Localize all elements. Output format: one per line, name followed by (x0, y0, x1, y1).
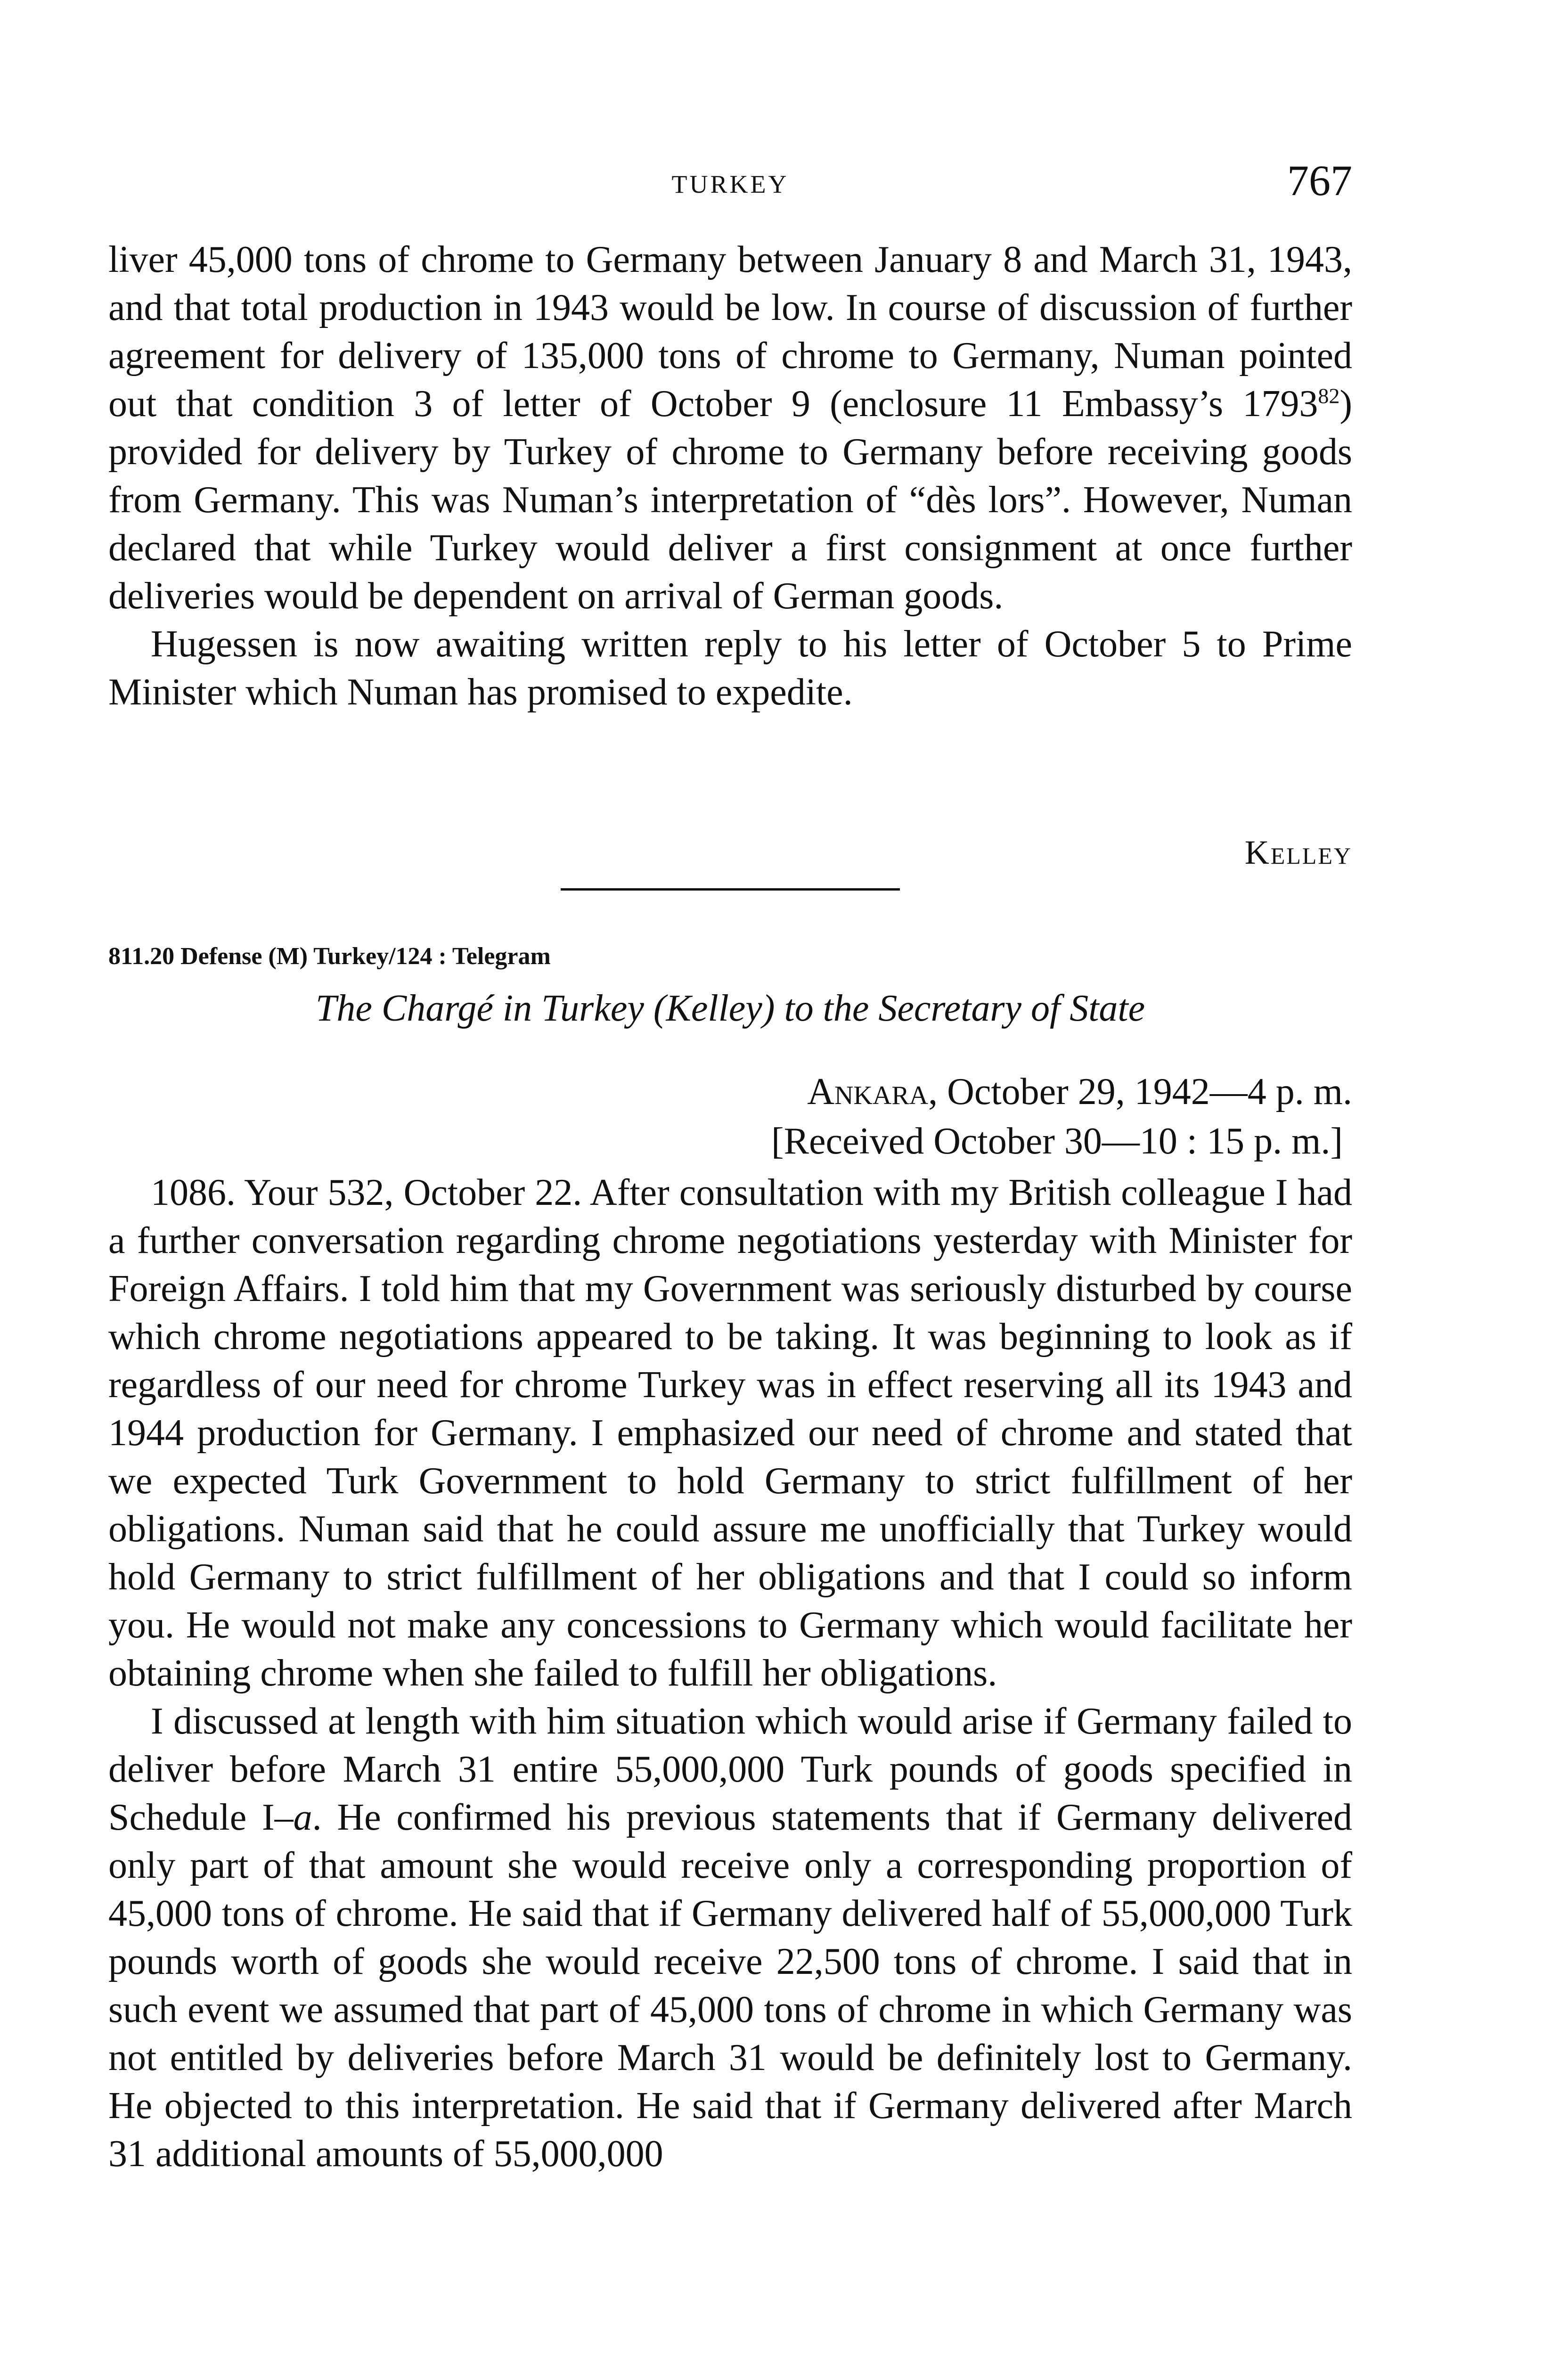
dateline (771, 1067, 1352, 1166)
file-reference: 811.20 Defense (M) Turkey/124 : Telegram (108, 943, 551, 970)
continuation-text (108, 236, 1352, 716)
document-title: The Chargé in Turkey (Kelley) to the Secretary of State (315, 988, 1145, 1029)
dateline-received: [Received October 30—10 : 15 p. m.] (771, 1121, 1343, 1162)
telegram-paragraph: 1086. Your 532, October 22. After consultation with my British colleague I had a further conversation regarding chrome negotiations yesterday with Minister for Foreign Affairs. I told him that my Government was seriously disturbed by course which chrome negotiations appeared to be taking. It was beginning to look as if regardless of our need for chrome Turkey was in effect reserving all its 1943 and 1944 production for Germany. I emphasized our need of chrome and stated that we expected Turk Government to hold Germany to strict fulfillment of her obligations. Numan said that he could assure me unofficially that Turkey would hold Germany to strict fulfillment of her obligations and that I could so inform you. He would not make any concessions to Germany which would facilitate her obtaining chrome when she failed to fulfill her obligations. (108, 1172, 1352, 1694)
dateline-sent (781, 1067, 1352, 1117)
dateline-time: October 29, 1942—4 p. m. (938, 1071, 1352, 1113)
paragraph-text: I discussed at length with him situation which would arise if Germany failed to deliver before March 31 entire 55,000,000 Turk pounds of goods specified in Schedule I– (108, 1701, 1352, 1838)
dateline-place: Ankara, (807, 1071, 938, 1113)
running-title: TURKEY (671, 170, 789, 198)
footnote-reference: 82 (1318, 384, 1340, 408)
running-head (108, 155, 1352, 207)
continuation-paragraph: Hugessen is now awaiting written reply to his letter of October 5 to Prime Minister which Numan has promised to expedite. (108, 623, 1352, 713)
page-number: 767 (1287, 156, 1352, 205)
paragraph-text: ) provided for delivery by Turkey of chrome to Germany before receiving goods from Germany. This was Numan’s interpretation of “dès lors”. However, Numan declared that while Turkey would deliver a first consignment at once further deliveries would be dependent on arrival of German goods. (108, 383, 1352, 617)
telegram-body (108, 1169, 1352, 2178)
telegram-paragraph (108, 1697, 1352, 2178)
continuation-paragraph (108, 236, 1352, 620)
section-divider (561, 888, 900, 891)
schedule-letter: a (293, 1797, 312, 1838)
signature: Kelley (1244, 834, 1352, 871)
paragraph-text: . He confirmed his previous statements that if Germany delivered only part of that amount she would receive only a corresponding proportion of 45,000 tons of chrome. He said that if Germany delivered half of 55,000,000 Turk pounds worth of goods she would receive 22,500 tons of chrome. I said that in such event we assumed that part of 45,000 tons of chrome in which Germany was not entitled by deliveries before March 31 would be definitely lost to Germany. He objected to this interpretation. He said that if Germany delivered after March 31 additional amounts of 55,000,000 (108, 1797, 1352, 2175)
paragraph-text: liver 45,000 tons of chrome to Germany between January 8 and March 31, 1943, and that total production in 1943 would be low. In course of discussion of further agreement for delivery of 135,000 tons of chrome to Germany, Numan pointed out that condition 3 of letter of October 9 (enclosure 11 Embassy’s 1793 (108, 239, 1352, 425)
